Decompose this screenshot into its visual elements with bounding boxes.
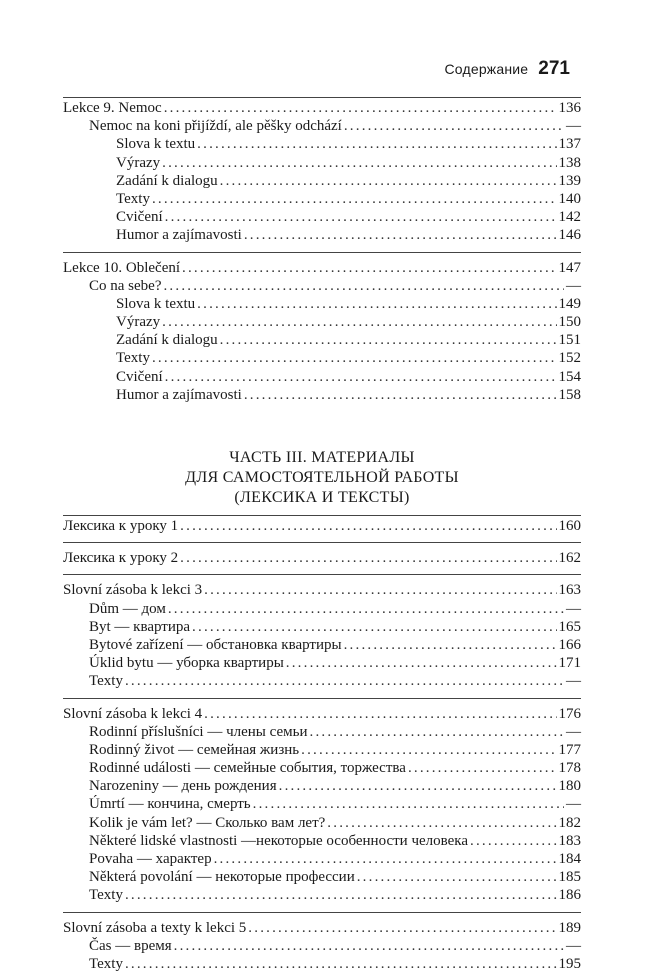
entry-page: 186 [558, 887, 581, 904]
toc-entry-section[interactable] [63, 549, 581, 567]
toc-entry[interactable] [63, 850, 581, 868]
toc-entry-section[interactable] [63, 517, 581, 535]
dot-leader [301, 741, 556, 759]
entry-title: Humor a zajímavosti [116, 386, 242, 403]
entry-title: Slova k textu [116, 136, 196, 153]
toc-entry[interactable] [63, 832, 581, 850]
entry-page: 177 [558, 741, 581, 758]
entry-page: 165 [558, 618, 581, 635]
dot-leader [357, 868, 557, 886]
entry-title: Lekce 10. Oblečení [63, 259, 181, 276]
toc-entry[interactable] [63, 759, 581, 777]
toc-entry[interactable] [63, 190, 581, 208]
dot-leader [197, 135, 556, 153]
dot-leader [310, 723, 565, 741]
entry-page: 154 [558, 368, 581, 385]
entry-title: Cvičení [116, 368, 163, 385]
toc-entry[interactable] [63, 386, 581, 404]
entry-title: Úklid bytu — уборка квартиры [89, 655, 284, 672]
entry-title: Narozeniny — день рождения [89, 778, 277, 795]
toc-entry[interactable] [63, 331, 581, 349]
divider [63, 542, 581, 543]
divider [63, 97, 581, 98]
entry-title: Slovní zásoba k lekci 4 [63, 705, 203, 722]
entry-title: Výrazy [116, 314, 161, 331]
table-of-contents [63, 97, 581, 973]
toc-entry[interactable] [63, 368, 581, 386]
entry-page: 150 [558, 314, 581, 331]
running-head-title: Содержание [444, 61, 529, 77]
dot-leader [182, 259, 556, 277]
toc-entry[interactable] [63, 741, 581, 759]
dot-leader [344, 117, 564, 135]
divider [63, 515, 581, 516]
dot-leader [165, 208, 557, 226]
entry-page: 152 [558, 350, 581, 367]
entry-page: 185 [558, 869, 581, 886]
entry-page: 137 [558, 136, 581, 153]
entry-page: — [566, 277, 581, 294]
dot-leader [180, 517, 556, 535]
dot-leader [286, 654, 557, 672]
dot-leader [164, 99, 557, 117]
part-heading-line: (ЛЕКСИКА И ТЕКСТЫ) [234, 489, 410, 506]
entry-title: Zadání k dialogu [116, 172, 218, 189]
toc-entry[interactable] [63, 226, 581, 244]
entry-page: 163 [558, 582, 581, 599]
entry-title: Slova k textu [116, 295, 196, 312]
entry-page: 147 [558, 259, 581, 276]
toc-entry[interactable] [63, 313, 581, 331]
entry-page: 184 [558, 851, 581, 867]
toc-entry[interactable] [63, 208, 581, 226]
dot-leader [204, 581, 556, 599]
dot-leader [244, 386, 557, 404]
entry-title: Texty [89, 887, 123, 904]
entry-page: 136 [558, 100, 581, 116]
entry-page: 146 [558, 227, 581, 244]
dot-leader [408, 759, 557, 777]
running-head [444, 58, 570, 80]
entry-page: 189 [558, 919, 581, 936]
toc-entry[interactable] [63, 777, 581, 795]
toc-entry[interactable] [63, 135, 581, 153]
toc-entry-section[interactable] [63, 581, 581, 599]
toc-entry[interactable] [63, 172, 581, 190]
toc-entry[interactable] [63, 349, 581, 367]
dot-leader [125, 886, 557, 904]
entry-title: Rodinný život — семейная жизнь [89, 741, 300, 758]
toc-entry-lesson[interactable] [63, 99, 581, 117]
entry-title: Лексика к уроку 1 [63, 518, 179, 534]
entry-page: — [566, 796, 581, 813]
dot-leader [204, 705, 556, 723]
entry-title: Čas — время [89, 937, 172, 954]
toc-entry[interactable] [63, 277, 581, 295]
entry-page: 183 [558, 832, 581, 849]
dot-leader [253, 795, 564, 813]
entry-title: Úmrtí — кончина, смерть [89, 796, 251, 813]
divider [63, 574, 581, 575]
entry-title: Výrazy [116, 154, 161, 171]
entry-title: Texty [116, 350, 150, 367]
entry-page: 176 [558, 705, 581, 722]
entry-title: Některé lidské vlastnosti —некоторые особенности человека [89, 832, 469, 849]
toc-entry[interactable] [63, 600, 581, 618]
entry-title: Texty [116, 190, 150, 207]
entry-title: Cvičení [116, 209, 163, 226]
divider [63, 252, 581, 253]
dot-leader [197, 295, 556, 313]
entry-title: Rodinné události — семейные события, торжества [89, 760, 406, 777]
lessons-block [63, 99, 581, 404]
dot-leader [152, 190, 557, 208]
entry-title: Slovní zásoba k lekci 3 [63, 582, 203, 599]
entry-page: 139 [558, 172, 581, 189]
dot-leader [165, 368, 557, 386]
dot-leader [344, 636, 557, 654]
toc-entry[interactable] [63, 955, 581, 973]
entry-title: Kolik je vám let? — Сколько вам лет? [89, 814, 326, 831]
dot-leader [163, 277, 564, 295]
entry-page: 151 [558, 332, 581, 349]
entry-page: 180 [558, 778, 581, 795]
part3-block [63, 515, 581, 973]
dot-leader [470, 832, 556, 850]
dot-leader [162, 313, 556, 331]
entry-page: 160 [558, 518, 581, 534]
entry-title: Humor a zajímavosti [116, 227, 242, 244]
entry-page: — [566, 723, 581, 740]
entry-page: — [566, 118, 581, 135]
entry-title: Nemoc na koni přijíždí, ale pěšky odchází [89, 118, 342, 135]
dot-leader [125, 672, 564, 690]
part-heading-line: ДЛЯ САМОСТОЯТЕЛЬНОЙ РАБОТЫ [185, 469, 459, 486]
entry-title: Zadání k dialogu [116, 332, 218, 349]
toc-entry[interactable] [63, 154, 581, 172]
toc-entry[interactable] [63, 814, 581, 832]
entry-page: — [566, 673, 581, 690]
toc-entry-lesson[interactable] [63, 259, 581, 277]
dot-leader [220, 331, 557, 349]
toc-entry[interactable] [63, 886, 581, 904]
dot-leader [168, 600, 564, 618]
entry-page: 195 [558, 955, 581, 972]
dot-leader [152, 349, 557, 367]
toc-entry-section[interactable] [63, 705, 581, 723]
toc-entry[interactable] [63, 672, 581, 690]
entry-title: Texty [89, 673, 123, 690]
dot-leader [192, 618, 556, 636]
divider [63, 912, 581, 913]
divider [63, 698, 581, 699]
entry-title: Bytové zařízení — обстановка квартиры [89, 636, 342, 653]
toc-entry[interactable] [63, 937, 581, 955]
entry-title: Povaha — характер [89, 851, 212, 867]
dot-leader [162, 154, 556, 172]
entry-page: — [566, 600, 581, 617]
entry-page: 138 [558, 154, 581, 171]
entry-title: Texty [89, 955, 123, 972]
entry-title: Co na sebe? [89, 277, 162, 294]
toc-entry[interactable] [63, 618, 581, 636]
entry-title: Лексика к уроку 2 [63, 550, 179, 567]
entry-page: 158 [558, 386, 581, 403]
dot-leader [279, 777, 557, 795]
dot-leader [125, 955, 557, 973]
toc-entry[interactable] [63, 795, 581, 813]
toc-entry[interactable] [63, 117, 581, 135]
entry-page: 142 [558, 209, 581, 226]
toc-entry[interactable] [63, 723, 581, 741]
dot-leader [214, 850, 557, 868]
dot-leader [180, 549, 556, 567]
entry-title: Byt — квартира [89, 618, 191, 635]
dot-leader [174, 937, 564, 955]
entry-page: 178 [558, 760, 581, 777]
part-heading [63, 448, 581, 508]
page-number: 271 [538, 58, 570, 79]
entry-page: 171 [558, 655, 581, 672]
entry-page: 166 [558, 636, 581, 653]
entry-title: Některá povolání — некоторые профессии [89, 869, 355, 886]
part-heading-line: ЧАСТЬ III. МАТЕРИАЛЫ [229, 449, 415, 466]
toc-entry-section[interactable] [63, 919, 581, 937]
dot-leader [244, 226, 557, 244]
toc-entry[interactable] [63, 868, 581, 886]
dot-leader [248, 919, 556, 937]
entry-title: Lekce 9. Nemoc [63, 100, 162, 116]
entry-page: — [566, 937, 581, 954]
entry-title: Dům — дом [89, 600, 166, 617]
toc-entry[interactable] [63, 654, 581, 672]
entry-title: Slovní zásoba a texty k lekci 5 [63, 919, 247, 936]
entry-page: 182 [558, 814, 581, 831]
toc-entry[interactable] [63, 636, 581, 654]
entry-page: 149 [558, 295, 581, 312]
dot-leader [327, 814, 556, 832]
entry-page: 162 [558, 550, 581, 567]
dot-leader [220, 172, 557, 190]
toc-entry[interactable] [63, 295, 581, 313]
entry-page: 140 [558, 190, 581, 207]
entry-title: Rodinní příslušníci — члены семьи [89, 723, 308, 740]
